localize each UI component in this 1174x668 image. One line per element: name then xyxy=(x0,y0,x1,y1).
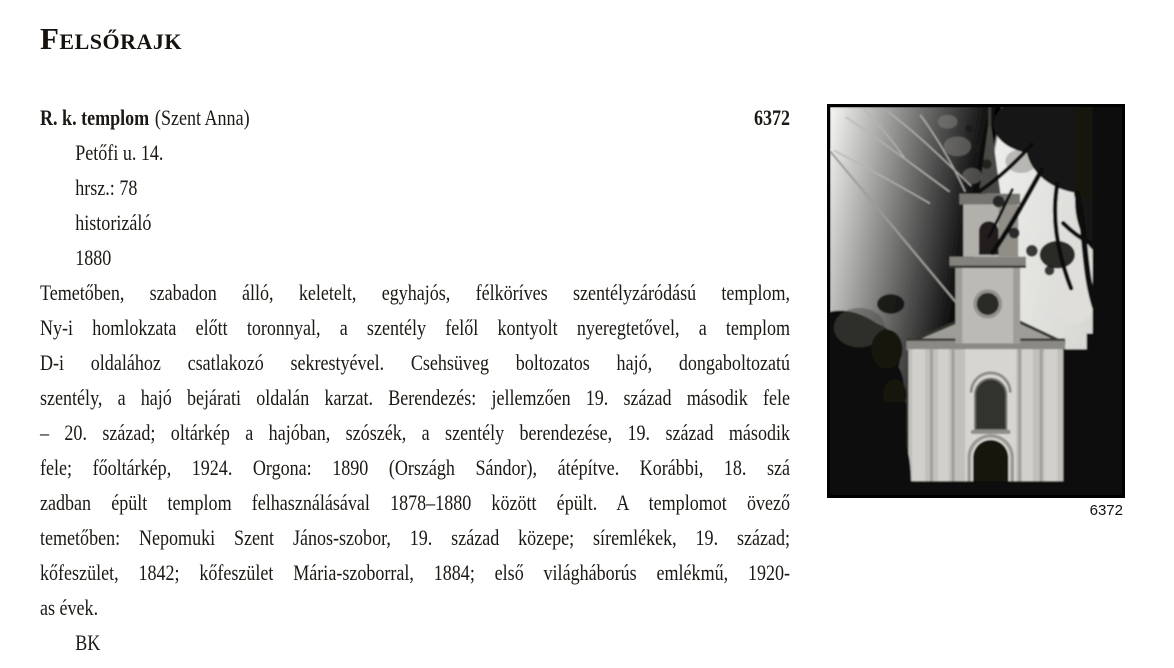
entry-name: R. k. templom xyxy=(40,105,150,130)
author-initials: BK xyxy=(75,630,101,655)
entry-description xyxy=(40,275,790,625)
page-title: Felsőrajk xyxy=(40,21,183,56)
entry-dedication: (Szent Anna) xyxy=(154,105,250,130)
description-line: kőfeszület, 1842; kőfeszület Mária-szoborral, 1884; első világháborús emlékmű, 1920- xyxy=(40,560,791,585)
church-photo xyxy=(827,104,1125,498)
entry-detail-style: historizáló xyxy=(75,210,152,235)
description-line: temetőben: Nepomuki Szent János-szobor, 19. század közepe; síremlékek, 19. század; xyxy=(40,525,791,550)
entry-detail-parcel: hrsz.: 78 xyxy=(75,175,138,200)
entry-header xyxy=(40,100,790,135)
entry-detail-address: Petőfi u. 14. xyxy=(75,140,164,165)
description-line: – 20. század; oltárkép a hajóban, szószék, a szentély berendezése, 19. század második xyxy=(40,420,791,445)
entry-title xyxy=(40,100,250,135)
photo-caption: 6372 xyxy=(1089,502,1123,519)
description-line: Temetőben, szabadon álló, keletelt, egyhajós, félköríves szentélyzáródású templom, xyxy=(40,280,791,305)
church-photo-illustration xyxy=(830,107,1122,495)
description-line: zadban épült templom felhasználásával 1878–1880 között épült. A templomot övező xyxy=(40,490,791,515)
description-line: as évek. xyxy=(40,595,99,620)
entry-detail-year: 1880 xyxy=(75,245,112,270)
entry-column xyxy=(40,100,790,660)
description-line: D-i oldalához csatlakozó sekrestyével. Csehsüveg boltozatos hajó, dongaboltozatú xyxy=(40,350,791,375)
description-line: Ny-i homlokzata előtt toronnyal, a szentély felől kontyolt nyeregtetővel, a templom xyxy=(40,315,791,340)
description-line: szentély, a hajó bejárati oldalán karzat. Berendezés: jellemzően 19. század második fele xyxy=(40,385,791,410)
entry-number: 6372 xyxy=(753,105,791,130)
photo-figure xyxy=(827,104,1125,520)
description-line: fele; főoltárkép, 1924. Orgona: 1890 (Országh Sándor), átépítve. Korábbi, 18. szá xyxy=(40,455,791,480)
